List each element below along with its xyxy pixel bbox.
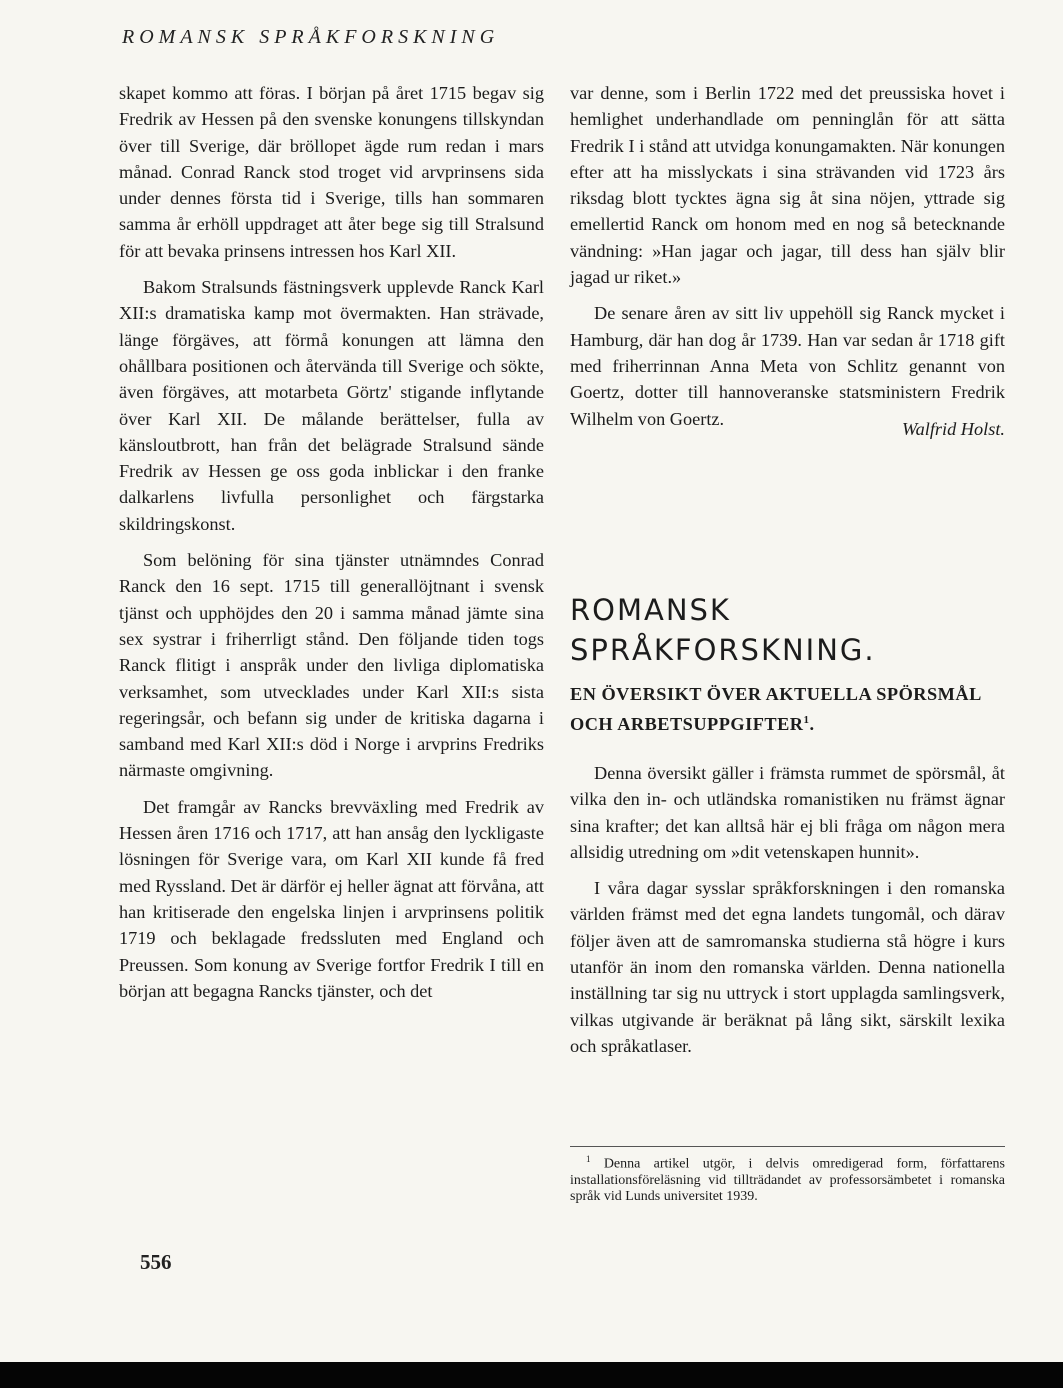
- page-number: 556: [140, 1250, 172, 1274]
- article-title: [570, 590, 1010, 670]
- footnote-text: Denna artikel utgör, i delvis omredigerad form, författarens installationsföreläsning vid tillträdandet av professorsämbetet i romanska språk vid Lunds universitet 1939.: [570, 1156, 1005, 1204]
- paragraph: De senare åren av sitt liv uppehöll sig Ranck mycket i Hamburg, där han dog år 1739. Han var sedan år 1718 gift med friherrinnan Anna Meta von Schlitz genannt von Goertz, dotter till hannoveranske statsministern Fredrik Wilhelm von Goertz.: [570, 303, 1005, 429]
- title-line-1: ROMANSK: [570, 593, 731, 627]
- paragraph: I våra dagar sysslar språkforskningen i den romanska världen främst med det egna landets tungomål, och därav följer även att de samromanska studierna stå högre i kurs utanför än inom den romanska världen. Denna nationella inställning tar sig nu uttryck i stort upplagda samlingsverk, vilkas utgivande är beräknat på lång sikt, särskilt lexika och språkatlaser.: [570, 878, 1005, 1056]
- running-head: ROMANSK SPRÅKFORSKNING: [122, 26, 500, 48]
- paragraph: Bakom Stralsunds fästningsverk upplevde Ranck Karl XII:s dramatiska kamp mot övermakten. Han strävade, länge förgäves, att förmå konungen att lämna den ohållbara positionen och återvända till Sverige och sökte, även förgäves, att motarbeta Görtz' stigande inflytande över Karl XII. De målande berättelser, fulla av känsloutbrott, han från det belägrade Stralsund sände Fredrik av Hessen ge oss goda inblickar i den franke dalkarlens livfulla personlighet och färgstarka skildringskonst.: [119, 277, 544, 534]
- paragraph: Som belöning för sina tjänster utnämndes Conrad Ranck den 16 sept. 1715 till generallöjtnant i svensk tjänst och upphöjdes den 20 i samma månad jämte sina sex systrar i friherrligt stånd. Den följande tiden togs Ranck flitigt i anspråk under den livliga diplomatiska verksamhet, som utvecklades under Karl XII:s sista regeringsår, och befann sig under de kritiska dagarna i samband med Karl XII:s död i Norge i arvprins Fredriks närmaste omgivning.: [119, 550, 544, 781]
- paragraph: var denne, som i Berlin 1722 med det preussiska hovet i hemlighet underhandlade om penninglån för att sätta Fredrik I i stånd att utvidga konungamakten. När konungen efter att ha misslyckats i sina strävanden vid 1723 års riksdag blott tycktes ägna sig åt sina nöjen, yttrade sig emellertid Ranck om honom med en nog så betecknande vändning: »Han jagar och jagar, till dess han själv blir jagad ur riket.»: [570, 83, 1005, 288]
- author-signature: Walfrid Holst.: [902, 418, 1005, 439]
- article-subtitle: EN ÖVERSIKT ÖVER AKTUELLA SPÖRSMÅL OCH ARBETSUPPGIFTER$^1$.: [570, 684, 981, 735]
- left-column: [119, 80, 544, 1014]
- footnote-marker: 1: [586, 1154, 591, 1164]
- article-body: [570, 760, 1005, 1069]
- footnote: [570, 1146, 1005, 1205]
- scan-border: [0, 1362, 1063, 1388]
- right-column: [570, 80, 1005, 442]
- title-line-2: SPRÅKFORSKNING.: [570, 633, 876, 667]
- paragraph: Denna översikt gäller i främsta rummet de spörsmål, åt vilka den in- och utländska romanistiken nu främst ägnar sina krafter; det kan alltså här ej bli fråga om någon mera allsidig utredning om »dit vetenskapen hunnit».: [570, 763, 1005, 862]
- paragraph: skapet kommo att föras. I början på året 1715 begav sig Fredrik av Hessen på den svenske konungens tillskyndan över till Sverige, där bröllopet ägde rum redan i mars månad. Conrad Ranck stod troget vid arvprinsens sida under dennes första tid i Sverige, tills han sommaren samma år erhöll uppdraget att åter bege sig till Stralsund för att bevaka prinsens intressen hos Karl XII.: [119, 83, 544, 261]
- subtitle-text: EN ÖVERSIKT ÖVER AKTUELLA SPÖRSMÅL OCH ARBETSUPPGIFTER: [570, 684, 981, 735]
- paragraph: Det framgår av Rancks brevväxling med Fredrik av Hessen åren 1716 och 1717, att han ansåg den lyckligaste lösningen för Sverige vara, om Karl XII kunde få fred med Ryssland. Det är därför ej heller ägnat att förvåna, att han kritiserade den engelska linjen i arvprinsens politik 1719 och beklagade fredssluten med England och Preussen. Som konung av Sverige fortfor Fredrik I till en början att begagna Rancks tjänster, och det: [119, 796, 544, 1001]
- footnote-ref[interactable]: 1: [803, 714, 810, 726]
